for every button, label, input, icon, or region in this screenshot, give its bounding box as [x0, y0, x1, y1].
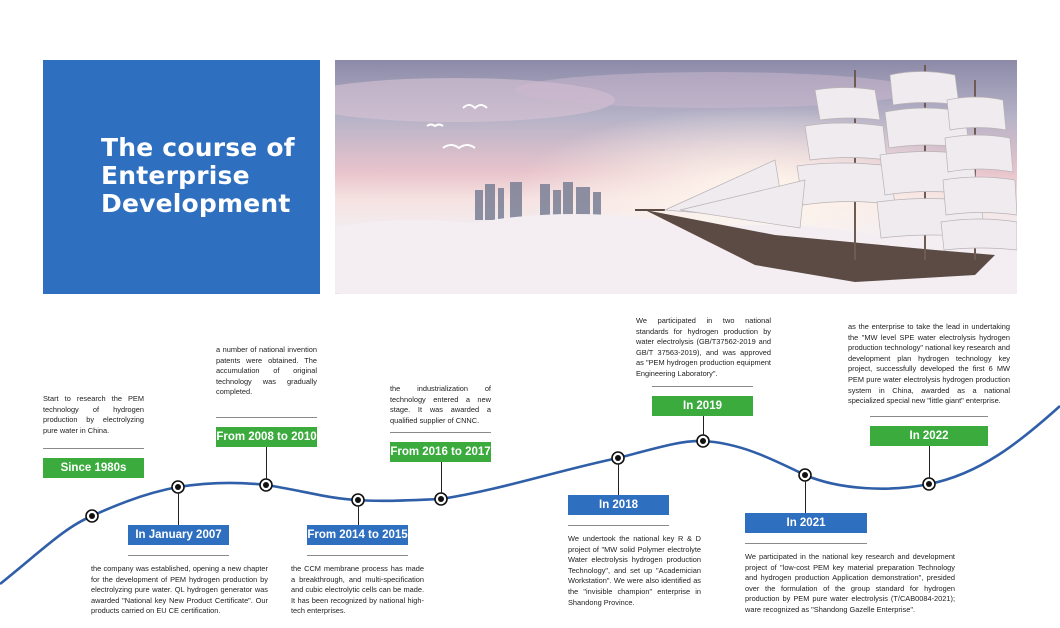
milestone-description: the industrialization of technology entered a new stage. It was awarded a qualified supplier of CNNC. — [390, 384, 491, 425]
milestone-label: From 2014 to 2015 — [307, 525, 408, 545]
milestone-label: Since 1980s — [43, 458, 144, 478]
milestone-description: We participated in the national key research and development project of "low-cost PEM key material preparation Technology and hydrogen production Application demonstration", presided over the formulation of the group standard for hydrogen production by PEM pure water electrolysis (T/CAB0084-2021); ware recognized as "Shandong Gazelle Enterprise". — [745, 552, 955, 614]
milestone-label: From 2008 to 2010 — [216, 427, 317, 447]
milestone-divider — [568, 525, 669, 526]
page-title: The course of Enterprise Development — [101, 133, 295, 218]
timeline-node — [923, 478, 935, 490]
milestone-divider — [216, 417, 317, 418]
milestone-label: In 2021 — [745, 513, 867, 533]
timeline-nodes — [86, 435, 935, 522]
milestone-description: a number of national invention patents were obtained. The accumulation of original technology was gradually completed. — [216, 345, 317, 397]
milestone-divider — [128, 555, 229, 556]
milestone-divider — [390, 432, 491, 433]
milestone-label: In January 2007 — [128, 525, 229, 545]
milestone-divider — [870, 416, 988, 417]
milestone-description: as the enterprise to take the lead in undertaking the "MW level SPE water electrolysis hydrogen production technology" national key research and development plan hydrogen technology key project, successfully developed the first 6 MW PEM pure water electrolysis hydrogen production system in China, awarded as a national specialized special new "little giant" enterprise. — [848, 322, 1010, 406]
milestone-divider — [652, 386, 753, 387]
milestone-divider — [745, 543, 867, 544]
milestone-description: We participated in two national standards for hydrogen production by water electrolysis (GB/T37562-2019 and GB/T 37563-2019), and was approved as "PEM hydrogen production equipment Engineering Laboratory". — [636, 316, 771, 378]
timeline-node — [612, 452, 624, 464]
milestone-stem — [358, 506, 359, 525]
timeline-node — [697, 435, 709, 447]
timeline-node — [172, 481, 184, 493]
milestone-description: Start to research the PEM technology of hydrogen production by electrolyzing pure water in China. — [43, 394, 144, 435]
milestone-divider — [43, 448, 144, 449]
milestone-description: the company was established, opening a new chapter for the development of PEM hydrogen production by electrolyzing pure water. QL hydrogen generator was awarded "National key New Product Certificate". Our products carried on EU CE certification. — [91, 564, 268, 616]
milestone-stem — [929, 446, 930, 478]
milestone-stem — [266, 447, 267, 479]
milestone-stem — [441, 462, 442, 493]
timeline-node — [260, 479, 272, 491]
milestone-stem — [703, 416, 704, 435]
milestone-label: In 2022 — [870, 426, 988, 446]
milestone-stem — [178, 493, 179, 525]
timeline-node — [799, 469, 811, 481]
milestone-description: We undertook the national key R & D project of "MW solid Polymer electrolyte Water electrolysis hydrogen production Technology", and set up "Academician Workstation". We were also identified as the "invisible champion" enterprise in Shandong Province. — [568, 534, 701, 607]
milestone-divider — [307, 555, 408, 556]
timeline-node — [435, 493, 447, 505]
milestone-label: In 2019 — [652, 396, 753, 416]
milestone-stem — [805, 481, 806, 513]
timeline-node — [352, 494, 364, 506]
milestone-stem — [618, 464, 619, 495]
timeline-node — [86, 510, 98, 522]
milestone-label: From 2016 to 2017 — [390, 442, 491, 462]
milestone-label: In 2018 — [568, 495, 669, 515]
milestone-description: the CCM membrane process has made a breakthrough, and multi-specification and cubic electrolytic cells can be made. It has been recognized by national high-tech enterprises. — [291, 564, 424, 616]
